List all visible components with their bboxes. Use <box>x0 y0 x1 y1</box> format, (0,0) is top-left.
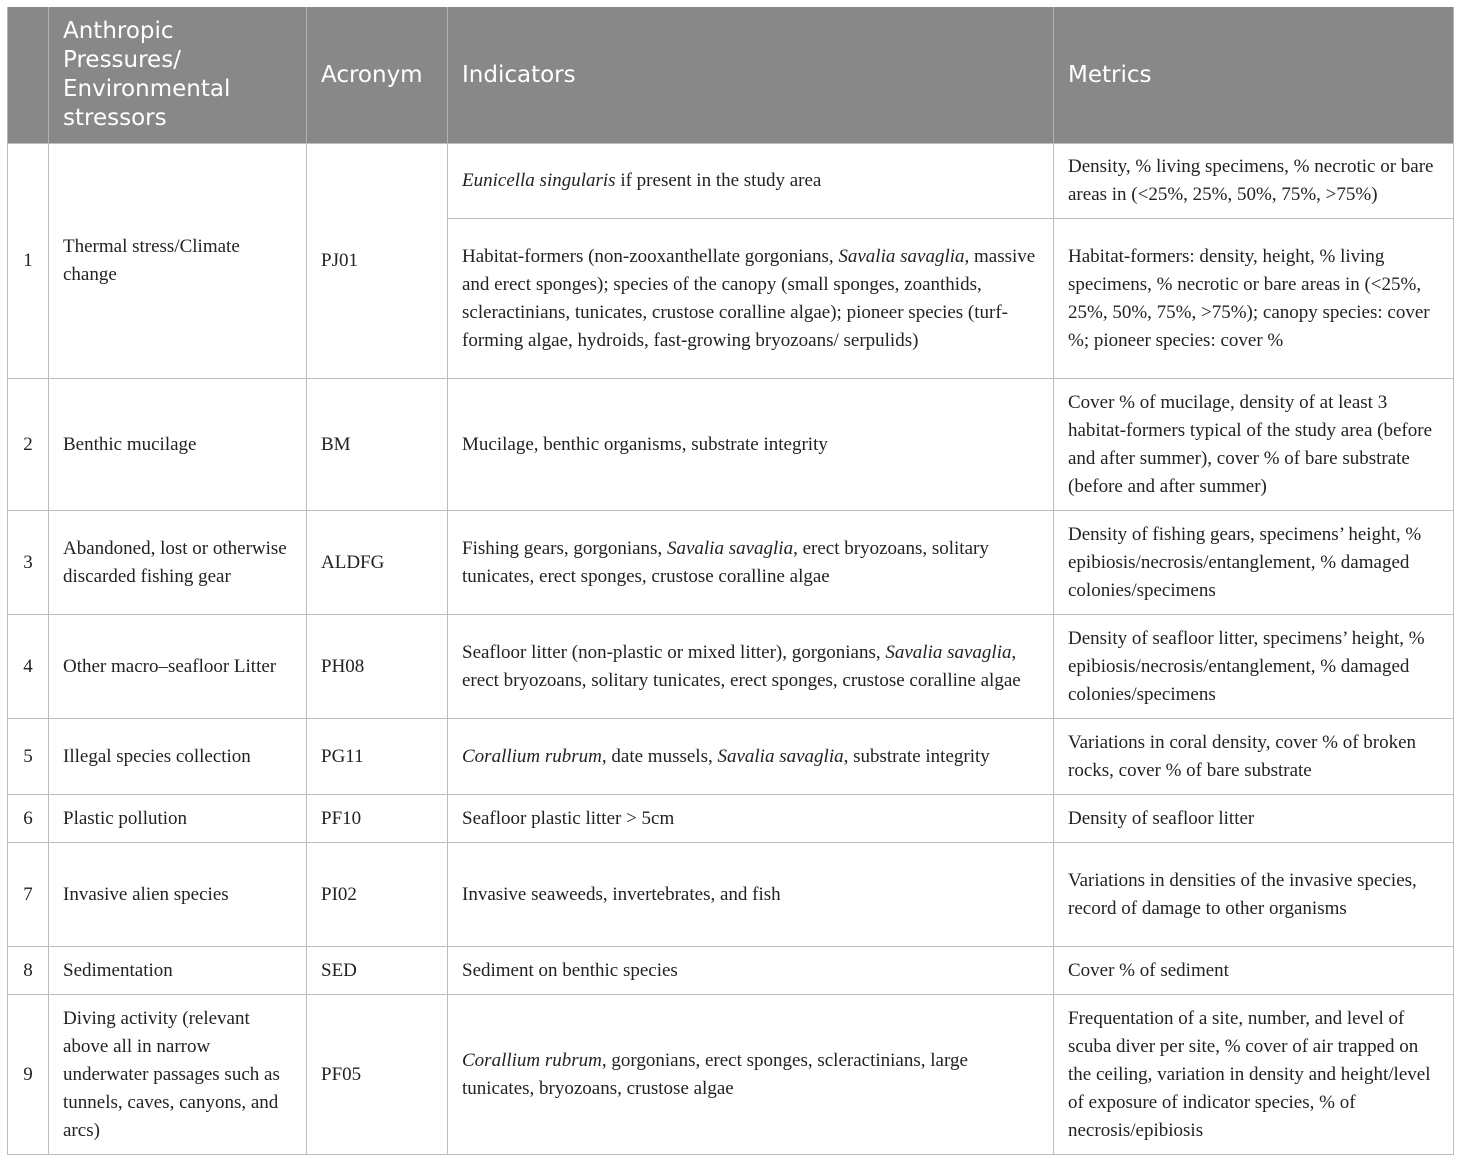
pressure-cell: Diving activity (relevant above all in narrow underwater passages such as tunnels, caves, canyons, and arcs) <box>49 995 307 1155</box>
indicators-cell: Seafloor plastic litter > 5cm <box>448 795 1054 843</box>
metrics-cell: Density of seafloor litter <box>1054 795 1454 843</box>
table-row <box>8 995 1454 1155</box>
indicators-cell: Mucilage, benthic organisms, substrate integrity <box>448 379 1054 511</box>
row-number: 9 <box>8 995 49 1155</box>
table-row <box>8 379 1454 511</box>
pressure-cell: Other macro–seafloor Litter <box>49 615 307 719</box>
header-pressure: Anthropic Pressures/ Environmental stressors <box>49 7 307 144</box>
indicators-cell <box>448 719 1054 795</box>
table-row <box>8 719 1454 795</box>
indicators-cell <box>448 219 1054 379</box>
species-name: Savalia savaglia <box>717 745 844 767</box>
acronym-cell: PG11 <box>307 719 448 795</box>
metrics-cell: Density, % living specimens, % necrotic or bare areas in (<25%, 25%, 50%, 75%, >75%) <box>1054 144 1454 219</box>
metrics-cell: Density of seafloor litter, specimens’ height, % epibiosis/necrosis/entanglement, % damaged colonies/specimens <box>1054 615 1454 719</box>
pressure-cell: Sedimentation <box>49 947 307 995</box>
indicators-text: , erect bryozoans, solitary tunicates, erect sponges, crustose coralline algae <box>462 537 989 587</box>
acronym-cell: SED <box>307 947 448 995</box>
indicators-text: Habitat-formers (non-zooxanthellate gorgonians, <box>462 245 839 267</box>
header-metrics: Metrics <box>1054 7 1454 144</box>
pressure-cell: Invasive alien species <box>49 843 307 947</box>
table-body <box>8 144 1454 1155</box>
species-name: Savalia savaglia <box>838 245 965 267</box>
row-number: 6 <box>8 795 49 843</box>
table-row <box>8 511 1454 615</box>
metrics-cell: Variations in coral density, cover % of broken rocks, cover % of bare substrate <box>1054 719 1454 795</box>
indicators-cell: Invasive seaweeds, invertebrates, and fish <box>448 843 1054 947</box>
indicators-text: Seafloor litter (non-plastic or mixed litter), gorgonians, <box>462 641 886 663</box>
row-number: 2 <box>8 379 49 511</box>
indicators-text: , massive and erect sponges); species of the canopy (small sponges, zoanthids, scleractinians, tunicates, crustose coralline algae); pioneer species (turf-forming algae, hydroids, fast-growing bryozoans/ serpulids) <box>462 245 1036 351</box>
indicators-text: Fishing gears, gorgonians, <box>462 537 667 559</box>
acronym-cell: BM <box>307 379 448 511</box>
header-indicators: Indicators <box>448 7 1054 144</box>
species-name: Eunicella singularis <box>462 170 616 191</box>
table-row <box>8 795 1454 843</box>
row-number: 5 <box>8 719 49 795</box>
header-index <box>8 7 49 144</box>
species-name: Corallium rubrum <box>462 745 602 767</box>
metrics-cell: Variations in densities of the invasive species, record of damage to other organisms <box>1054 843 1454 947</box>
acronym-cell: PI02 <box>307 843 448 947</box>
acronym-cell: PJ01 <box>307 144 448 379</box>
species-name: Savalia savaglia <box>666 537 794 559</box>
table-row <box>8 144 1454 219</box>
pressures-table <box>7 7 1454 1155</box>
row-number: 3 <box>8 511 49 615</box>
row-number: 8 <box>8 947 49 995</box>
table-row <box>8 947 1454 995</box>
pressure-cell: Illegal species collection <box>49 719 307 795</box>
indicators-cell <box>448 144 1054 219</box>
table-row <box>8 843 1454 947</box>
pressure-cell: Benthic mucilage <box>49 379 307 511</box>
indicators-cell <box>448 511 1054 615</box>
metrics-cell: Density of fishing gears, specimens’ height, % epibiosis/necrosis/entanglement, % damaged colonies/specimens <box>1054 511 1454 615</box>
indicators-text: if present in the study area <box>615 170 822 191</box>
table-header <box>8 7 1454 144</box>
pressure-cell: Plastic pollution <box>49 795 307 843</box>
species-name: Corallium rubrum <box>462 1049 602 1071</box>
table-container <box>7 7 1453 1155</box>
indicators-text: , substrate integrity <box>843 745 990 767</box>
indicators-text: , erect bryozoans, solitary tunicates, erect sponges, crustose coralline algae <box>462 641 1021 691</box>
indicators-text: , gorgonians, erect sponges, scleractinians, large tunicates, bryozoans, crustose algae <box>462 1049 968 1099</box>
species-name: Savalia savaglia <box>885 641 1012 663</box>
metrics-cell: Cover % of mucilage, density of at least 3 habitat-formers typical of the study area (before and after summer), cover % of bare substrate (before and after summer) <box>1054 379 1454 511</box>
acronym-cell: PH08 <box>307 615 448 719</box>
pressure-cell: Abandoned, lost or otherwise discarded fishing gear <box>49 511 307 615</box>
header-acronym: Acronym <box>307 7 448 144</box>
metrics-cell: Cover % of sediment <box>1054 947 1454 995</box>
metrics-cell: Habitat-formers: density, height, % living specimens, % necrotic or bare areas in (<25%, 25%, 50%, 75%, >75%); canopy species: cover %; pioneer species: cover % <box>1054 219 1454 379</box>
header-row <box>8 7 1454 144</box>
acronym-cell: ALDFG <box>307 511 448 615</box>
row-number: 1 <box>8 144 49 379</box>
acronym-cell: PF05 <box>307 995 448 1155</box>
indicators-cell: Sediment on benthic species <box>448 947 1054 995</box>
indicators-cell <box>448 615 1054 719</box>
indicators-text: , date mussels, <box>601 745 718 767</box>
indicators-cell <box>448 995 1054 1155</box>
row-number: 7 <box>8 843 49 947</box>
row-number: 4 <box>8 615 49 719</box>
metrics-cell: Frequentation of a site, number, and level of scuba diver per site, % cover of air trapped on the ceiling, variation in density and height/level of exposure of indicator species, % of necrosis/epibiosis <box>1054 995 1454 1155</box>
acronym-cell: PF10 <box>307 795 448 843</box>
pressure-cell: Thermal stress/Climate change <box>49 144 307 379</box>
table-row <box>8 615 1454 719</box>
